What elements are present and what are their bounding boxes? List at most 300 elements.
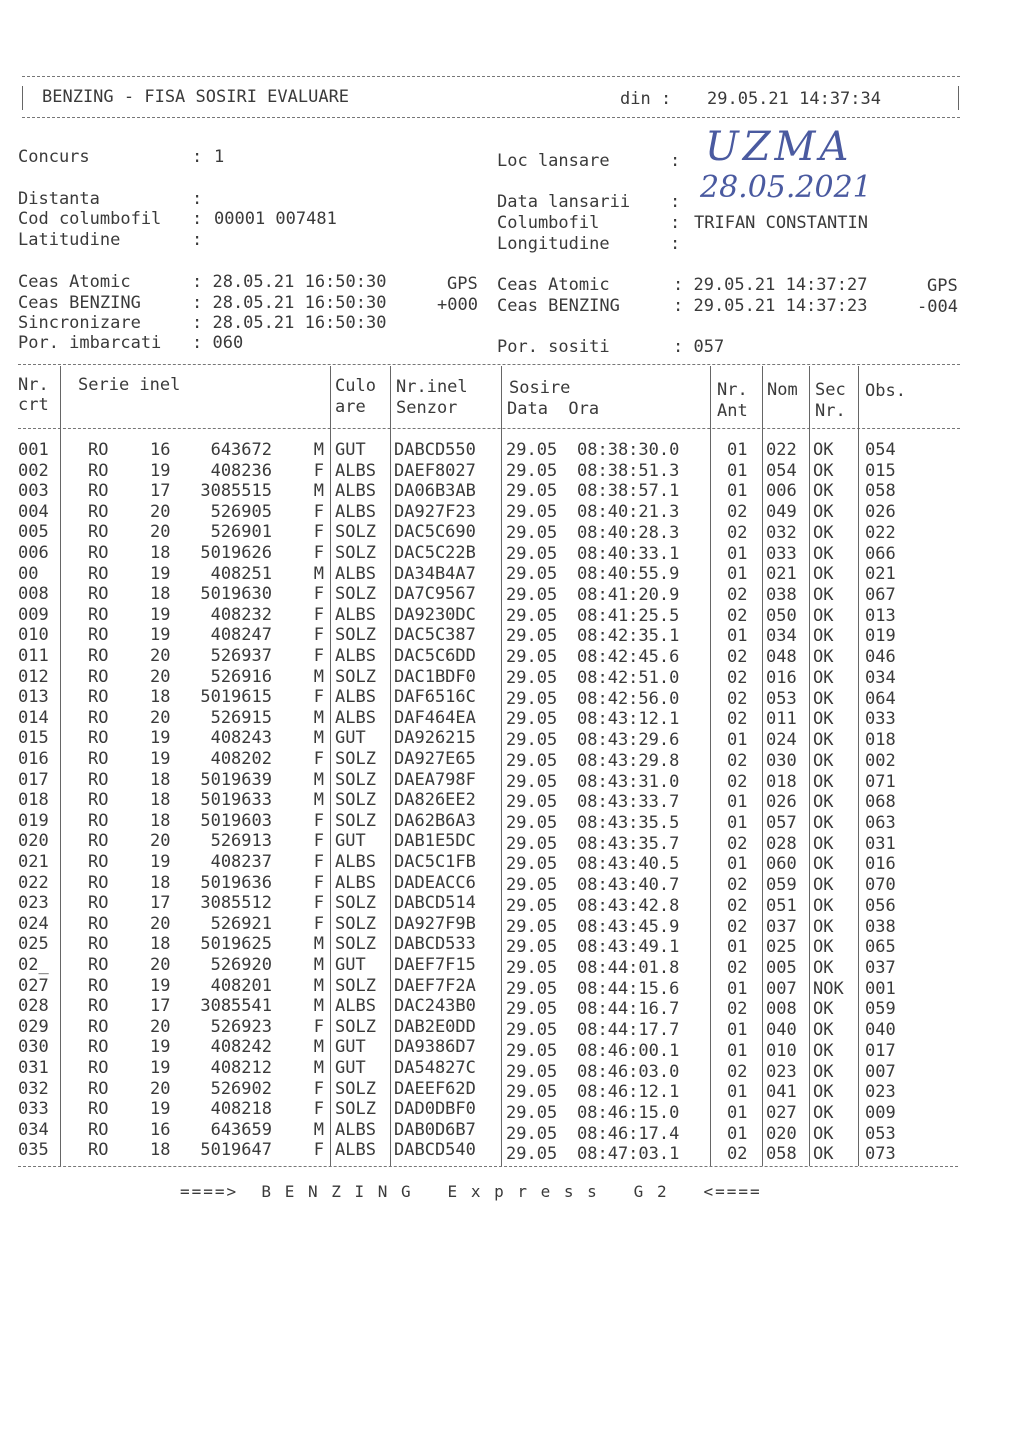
- cell-nr-ant: 01: [727, 626, 748, 647]
- col-header-senzor: Senzor: [396, 398, 458, 418]
- cell-obs: 033: [865, 709, 896, 730]
- cell-nr-crt: 009: [18, 604, 49, 625]
- cell-nr-ant: 02: [727, 999, 748, 1020]
- cell-country: RO: [88, 934, 109, 955]
- columbofil-sep: :: [670, 213, 681, 233]
- cell-ring-number: 526902: [210, 1078, 272, 1099]
- cell-sensor-id: DABCD540: [394, 1140, 476, 1161]
- cell-nr-ant: 01: [727, 812, 748, 833]
- ceas-atomic-start-value: : 28.05.21 16:50:30: [192, 272, 387, 292]
- cell-sensor-id: DAC5C690: [394, 522, 476, 543]
- cell-sensor-id: DA34B4A7: [394, 563, 476, 584]
- cell-year: 20: [150, 955, 171, 975]
- por-imbarcati-label: Por. imbarcati: [18, 333, 162, 353]
- cell-color: SOLZ: [335, 913, 376, 934]
- cell-color: SOLZ: [335, 1099, 376, 1120]
- cell-arrival-time: 08:42:45.6: [577, 647, 680, 668]
- cell-nr-ant: 02: [727, 709, 748, 730]
- cell-color: SOLZ: [335, 749, 376, 769]
- cod-columbofil-sep: :: [192, 209, 203, 229]
- cell-ring-number: 408232: [210, 604, 272, 625]
- cell-arrival-time: 08:38:51.3: [577, 460, 680, 481]
- cell-nr-ant: 02: [727, 771, 748, 792]
- title-top-border: [22, 76, 960, 77]
- cell-country: RO: [88, 646, 109, 666]
- cell-nr-ant: 01: [727, 1103, 748, 1124]
- cell-arrival-date: 29.05: [506, 522, 558, 543]
- cell-sex: F: [313, 852, 324, 872]
- cell-arrival-date: 29.05: [506, 1082, 558, 1103]
- cell-nr-ant: 01: [727, 1082, 748, 1103]
- cell-nr-ant: 02: [727, 750, 748, 771]
- cell-year: 20: [150, 707, 171, 728]
- col-header-sec: Sec: [815, 380, 846, 400]
- cell-sex: F: [313, 584, 324, 605]
- cell-color: GUT: [335, 728, 366, 749]
- cell-country: RO: [88, 460, 109, 481]
- col-header-crt: crt: [18, 395, 49, 415]
- cell-nr-ant: 02: [727, 875, 748, 896]
- ceas-benzing-start-label: Ceas BENZING: [18, 293, 141, 313]
- cell-obs: 066: [865, 543, 896, 564]
- ceas-atomic-start-label: Ceas Atomic: [18, 272, 131, 292]
- ceas-atomic-start-extra: GPS: [447, 274, 478, 294]
- footer-banner: ====> B E N Z I N G E x p r e s s G 2 <====: [180, 1182, 762, 1201]
- ceas-benzing-start-extra: +000: [437, 295, 478, 315]
- cell-arrival-time: 08:38:57.1: [577, 481, 680, 502]
- columbofil-value: TRIFAN CONSTANTIN: [694, 213, 868, 233]
- cell-arrival-time: 08:46:00.1: [577, 1040, 680, 1061]
- cell-obs: 007: [865, 1061, 896, 1082]
- cell-color: ALBS: [335, 604, 376, 625]
- col-header-nr-ant-1: Nr.: [717, 380, 748, 400]
- cell-nom: 051: [766, 895, 797, 916]
- cell-nr-crt: 035: [18, 1140, 49, 1161]
- cell-nr-ant: 02: [727, 916, 748, 937]
- cell-obs: 022: [865, 522, 896, 543]
- table-row: [0, 646, 1024, 667]
- cell-ring-number: 5019625: [200, 934, 272, 955]
- table-row: [0, 770, 1024, 791]
- cell-color: SOLZ: [335, 543, 376, 563]
- table-row: [0, 749, 1024, 770]
- cell-sec-nr: OK: [813, 1103, 834, 1124]
- cell-sex: M: [313, 769, 324, 790]
- longitudine-label: Longitudine: [497, 234, 610, 254]
- cell-sensor-id: DAF6516C: [394, 687, 476, 708]
- table-row: [0, 708, 1024, 729]
- cell-nr-crt: 016: [18, 749, 49, 769]
- cell-sex: F: [313, 1140, 324, 1161]
- cell-color: GUT: [335, 955, 366, 975]
- cell-country: RO: [88, 1119, 109, 1140]
- cell-sensor-id: DAC5C1FB: [394, 852, 476, 872]
- cell-nr-crt: 013: [18, 687, 49, 708]
- cell-color: SOLZ: [335, 584, 376, 605]
- cell-year: 19: [150, 604, 171, 625]
- ceas-atomic-end-extra: GPS: [927, 276, 958, 296]
- table-row: [0, 873, 1024, 894]
- cell-arrival-time: 08:46:17.4: [577, 1123, 680, 1144]
- cell-sex: F: [313, 625, 324, 646]
- cell-sec-nr: OK: [813, 937, 834, 958]
- cell-nr-ant: 01: [727, 543, 748, 564]
- cell-obs: 059: [865, 999, 896, 1020]
- cell-arrival-time: 08:44:17.7: [577, 1020, 680, 1041]
- cell-color: SOLZ: [335, 522, 376, 543]
- cell-arrival-date: 29.05: [506, 502, 558, 523]
- col-header-nom: Nom: [767, 380, 798, 400]
- cell-country: RO: [88, 1140, 109, 1161]
- cell-sex: M: [313, 728, 324, 749]
- cell-sensor-id: DAC5C22B: [394, 543, 476, 563]
- cell-nom: 024: [766, 730, 797, 751]
- ceas-atomic-end-value: : 29.05.21 14:37:27: [673, 275, 868, 295]
- cell-sensor-id: DAEF7F15: [394, 955, 476, 975]
- cell-ring-number: 408251: [210, 563, 272, 584]
- cell-obs: 018: [865, 730, 896, 751]
- table-row: [0, 625, 1024, 646]
- cell-arrival-date: 29.05: [506, 730, 558, 751]
- cell-nr-ant: 01: [727, 440, 748, 460]
- cell-ring-number: 408236: [210, 460, 272, 481]
- cell-nom: 008: [766, 999, 797, 1020]
- cell-sensor-id: DAB0D6B7: [394, 1119, 476, 1140]
- cell-arrival-time: 08:46:12.1: [577, 1082, 680, 1103]
- cell-arrival-date: 29.05: [506, 916, 558, 937]
- cell-country: RO: [88, 687, 109, 708]
- table-top-border: [18, 364, 960, 365]
- cell-arrival-date: 29.05: [506, 585, 558, 606]
- cell-arrival-date: 29.05: [506, 1020, 558, 1041]
- cell-nom: 048: [766, 647, 797, 668]
- cell-sensor-id: DAB2E0DD: [394, 1016, 476, 1037]
- cell-nr-ant: 01: [727, 978, 748, 999]
- cell-country: RO: [88, 975, 109, 996]
- cell-arrival-date: 29.05: [506, 999, 558, 1020]
- cell-sensor-id: DAEF8027: [394, 460, 476, 481]
- cell-year: 19: [150, 625, 171, 646]
- cell-country: RO: [88, 1078, 109, 1099]
- cell-arrival-date: 29.05: [506, 440, 558, 460]
- cell-country: RO: [88, 1016, 109, 1037]
- cell-sec-nr: OK: [813, 626, 834, 647]
- cell-arrival-time: 08:43:29.8: [577, 750, 680, 771]
- por-sositi-value: : 057: [673, 337, 725, 357]
- cell-arrival-time: 08:40:33.1: [577, 543, 680, 564]
- cell-arrival-date: 29.05: [506, 895, 558, 916]
- table-row: [0, 728, 1024, 749]
- title-right-border: [958, 86, 959, 110]
- cell-color: GUT: [335, 831, 366, 852]
- cell-arrival-date: 29.05: [506, 792, 558, 813]
- cell-arrival-date: 29.05: [506, 1061, 558, 1082]
- cell-sex: M: [313, 996, 324, 1017]
- cell-nr-crt: 030: [18, 1037, 49, 1058]
- title-bottom-border: [22, 117, 960, 118]
- cell-sex: M: [313, 440, 324, 460]
- columbofil-label: Columbofil: [497, 213, 600, 233]
- cell-nr-crt: 019: [18, 810, 49, 831]
- cell-nr-crt: 023: [18, 893, 49, 914]
- concurs-value: 1: [214, 147, 225, 167]
- cell-arrival-date: 29.05: [506, 771, 558, 792]
- cell-country: RO: [88, 790, 109, 811]
- cell-arrival-time: 08:38:30.0: [577, 440, 680, 460]
- cell-sec-nr: OK: [813, 771, 834, 792]
- cell-arrival-date: 29.05: [506, 1040, 558, 1061]
- cell-year: 16: [150, 1119, 171, 1140]
- cell-color: SOLZ: [335, 1016, 376, 1037]
- cell-obs: 046: [865, 647, 896, 668]
- cell-year: 19: [150, 1099, 171, 1120]
- cell-year: 19: [150, 975, 171, 996]
- cell-nom: 025: [766, 937, 797, 958]
- cell-sec-nr: OK: [813, 958, 834, 978]
- cell-color: ALBS: [335, 1119, 376, 1140]
- cell-country: RO: [88, 810, 109, 831]
- cell-sex: F: [313, 1016, 324, 1037]
- cell-ring-number: 643672: [210, 440, 272, 460]
- cell-sec-nr: OK: [813, 750, 834, 771]
- cell-nr-crt: 008: [18, 584, 49, 605]
- cell-arrival-date: 29.05: [506, 709, 558, 730]
- cell-ring-number: 526915: [210, 707, 272, 728]
- cell-nr-crt: 00: [18, 563, 39, 584]
- table-header-border: [18, 428, 960, 429]
- cell-country: RO: [88, 522, 109, 543]
- cell-ring-number: 5019630: [200, 584, 272, 605]
- table-row: [0, 584, 1024, 605]
- cell-color: SOLZ: [335, 934, 376, 955]
- cell-sec-nr: OK: [813, 833, 834, 854]
- cell-sec-nr: OK: [813, 1144, 834, 1165]
- cell-year: 19: [150, 1037, 171, 1058]
- cell-sensor-id: DAC243B0: [394, 996, 476, 1017]
- sincronizare-value: : 28.05.21 16:50:30: [192, 313, 387, 333]
- cell-sec-nr: OK: [813, 709, 834, 730]
- cell-sex: F: [313, 1078, 324, 1099]
- cell-obs: 053: [865, 1123, 896, 1144]
- cell-ring-number: 5019647: [200, 1140, 272, 1161]
- cell-ring-number: 526920: [210, 955, 272, 975]
- cell-nr-ant: 02: [727, 605, 748, 626]
- ceas-benzing-end-extra: -004: [917, 297, 958, 317]
- cell-ring-number: 408212: [210, 1058, 272, 1078]
- col-header-serie-inel: Serie inel: [78, 375, 181, 395]
- cell-ring-number: 526905: [210, 501, 272, 522]
- cell-year: 20: [150, 522, 171, 543]
- cell-ring-number: 408243: [210, 728, 272, 749]
- cell-nr-ant: 02: [727, 522, 748, 543]
- cell-sex: M: [313, 934, 324, 955]
- cell-country: RO: [88, 1058, 109, 1078]
- ceas-benzing-start-value: : 28.05.21 16:50:30: [192, 293, 387, 313]
- table-row: [0, 1016, 1024, 1041]
- cell-nom: 027: [766, 1103, 797, 1124]
- cell-ring-number: 408242: [210, 1037, 272, 1058]
- table-row: [0, 852, 1024, 873]
- cell-nr-crt: 015: [18, 728, 49, 749]
- cell-year: 19: [150, 460, 171, 481]
- cell-nr-ant: 02: [727, 585, 748, 606]
- latitudine-sep: :: [192, 230, 203, 250]
- cell-sec-nr: OK: [813, 502, 834, 523]
- cell-arrival-date: 29.05: [506, 1103, 558, 1124]
- cell-arrival-date: 29.05: [506, 812, 558, 833]
- cell-nr-crt: 012: [18, 666, 49, 687]
- cell-obs: 063: [865, 812, 896, 833]
- cell-arrival-date: 29.05: [506, 667, 558, 688]
- cell-nom: 021: [766, 564, 797, 585]
- cell-sex: M: [313, 481, 324, 502]
- cell-arrival-date: 29.05: [506, 626, 558, 647]
- cell-obs: 037: [865, 958, 896, 978]
- cell-arrival-date: 29.05: [506, 750, 558, 771]
- cell-year: 19: [150, 749, 171, 769]
- table-row: [0, 1140, 1024, 1165]
- cell-obs: 038: [865, 916, 896, 937]
- cell-country: RO: [88, 501, 109, 522]
- cell-year: 17: [150, 996, 171, 1017]
- cell-ring-number: 408201: [210, 975, 272, 996]
- cell-year: 17: [150, 893, 171, 914]
- cell-ring-number: 5019603: [200, 810, 272, 831]
- cell-sec-nr: OK: [813, 1020, 834, 1041]
- cell-nr-crt: 017: [18, 769, 49, 790]
- cell-obs: 067: [865, 585, 896, 606]
- cell-arrival-date: 29.05: [506, 647, 558, 668]
- cell-nr-crt: 028: [18, 996, 49, 1017]
- col-header-culo: Culo: [335, 376, 376, 396]
- cell-obs: 015: [865, 460, 896, 481]
- longitudine-sep: :: [670, 234, 681, 254]
- cell-obs: 034: [865, 667, 896, 688]
- cell-nom: 005: [766, 958, 797, 978]
- cell-year: 18: [150, 543, 171, 563]
- cell-nom: 007: [766, 978, 797, 999]
- cell-year: 19: [150, 728, 171, 749]
- cell-obs: 021: [865, 564, 896, 585]
- cell-country: RO: [88, 707, 109, 728]
- cell-year: 19: [150, 852, 171, 872]
- cell-obs: 016: [865, 854, 896, 875]
- cell-nr-crt: 011: [18, 646, 49, 666]
- table-row: [0, 955, 1024, 976]
- cell-nr-ant: 01: [727, 792, 748, 813]
- cod-columbofil-value: 00001 007481: [214, 209, 337, 229]
- cell-nom: 037: [766, 916, 797, 937]
- cell-sec-nr: OK: [813, 916, 834, 937]
- cell-sex: M: [313, 666, 324, 687]
- por-imbarcati-value: : 060: [192, 333, 244, 353]
- cell-arrival-time: 08:42:56.0: [577, 688, 680, 709]
- cell-obs: 023: [865, 1082, 896, 1103]
- cell-ring-number: 526916: [210, 666, 272, 687]
- cell-obs: 019: [865, 626, 896, 647]
- cell-obs: 058: [865, 481, 896, 502]
- table-bottom-border: [18, 1166, 958, 1167]
- cell-obs: 040: [865, 1020, 896, 1041]
- cell-country: RO: [88, 481, 109, 502]
- cell-sex: M: [313, 1119, 324, 1140]
- cell-sec-nr: OK: [813, 667, 834, 688]
- cell-sec-nr: OK: [813, 481, 834, 502]
- cell-arrival-time: 08:43:29.6: [577, 730, 680, 751]
- cell-year: 20: [150, 913, 171, 934]
- table-row: [0, 1058, 1024, 1082]
- table-row: [0, 440, 1024, 461]
- cell-country: RO: [88, 728, 109, 749]
- cell-country: RO: [88, 666, 109, 687]
- cell-arrival-time: 08:43:42.8: [577, 895, 680, 916]
- table-row: [0, 893, 1024, 914]
- cell-sex: M: [313, 1058, 324, 1078]
- cell-sensor-id: DABCD514: [394, 893, 476, 914]
- cell-sec-nr: OK: [813, 792, 834, 813]
- cell-arrival-date: 29.05: [506, 875, 558, 896]
- cell-nr-ant: 02: [727, 833, 748, 854]
- cell-nom: 058: [766, 1144, 797, 1165]
- cell-ring-number: 5019639: [200, 769, 272, 790]
- cell-sec-nr: OK: [813, 1082, 834, 1103]
- cell-color: ALBS: [335, 852, 376, 872]
- cell-sex: F: [313, 872, 324, 893]
- cell-sensor-id: DAC1BDF0: [394, 666, 476, 687]
- cell-color: GUT: [335, 1058, 366, 1078]
- cell-year: 17: [150, 481, 171, 502]
- cell-sec-nr: OK: [813, 522, 834, 543]
- cell-arrival-date: 29.05: [506, 688, 558, 709]
- cell-country: RO: [88, 769, 109, 790]
- cell-color: ALBS: [335, 872, 376, 893]
- cell-color: SOLZ: [335, 666, 376, 687]
- cell-year: 19: [150, 1058, 171, 1078]
- cell-nom: 057: [766, 812, 797, 833]
- cell-sex: F: [313, 1099, 324, 1120]
- cell-year: 18: [150, 584, 171, 605]
- cell-nr-crt: 032: [18, 1078, 49, 1099]
- cell-obs: 026: [865, 502, 896, 523]
- cell-country: RO: [88, 852, 109, 872]
- cell-nr-crt: 021: [18, 852, 49, 872]
- cell-nr-crt: 003: [18, 481, 49, 502]
- cell-nom: 033: [766, 543, 797, 564]
- table-row: [0, 481, 1024, 502]
- cell-arrival-time: 08:43:35.7: [577, 833, 680, 854]
- cell-year: 20: [150, 831, 171, 852]
- cell-year: 18: [150, 1140, 171, 1161]
- cell-nr-crt: 020: [18, 831, 49, 852]
- cell-arrival-date: 29.05: [506, 978, 558, 999]
- cell-sex: M: [313, 975, 324, 996]
- cell-sex: M: [313, 790, 324, 811]
- latitudine-label: Latitudine: [18, 230, 121, 250]
- cell-arrival-time: 08:43:40.7: [577, 875, 680, 896]
- cell-sensor-id: DADEACC6: [394, 872, 476, 893]
- cell-sex: F: [313, 604, 324, 625]
- cell-nr-ant: 01: [727, 1040, 748, 1061]
- table-row: [0, 811, 1024, 832]
- table-row: [0, 687, 1024, 708]
- table-row: [0, 522, 1024, 543]
- table-row: [0, 831, 1024, 852]
- report-date-label: din :: [620, 89, 672, 109]
- cell-arrival-time: 08:43:40.5: [577, 854, 680, 875]
- table-row: [0, 667, 1024, 688]
- cell-year: 20: [150, 1078, 171, 1099]
- table-row: [0, 1119, 1024, 1144]
